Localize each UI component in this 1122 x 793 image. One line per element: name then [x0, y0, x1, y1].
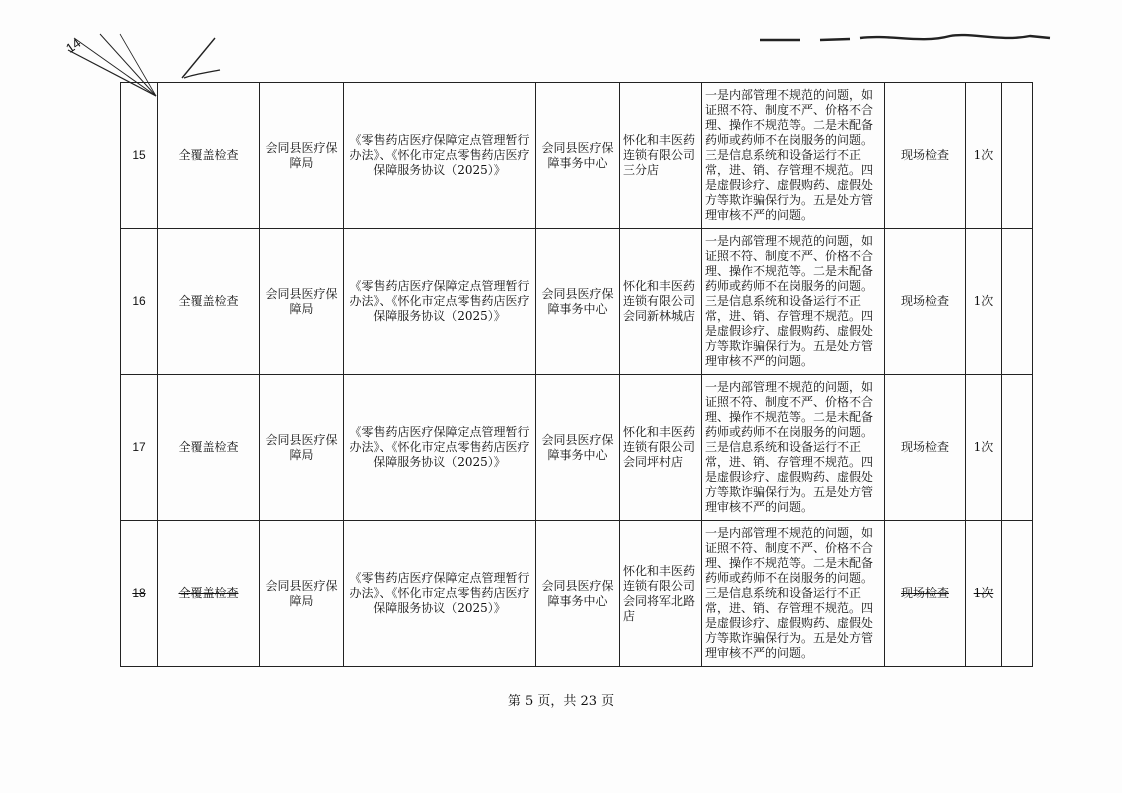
inspection-method: 现场检查 — [885, 229, 966, 375]
legal-basis: 《零售药店医疗保障定点管理暂行办法》、《怀化市定点零售药店医疗保障服务协议（2025）》 — [344, 83, 536, 229]
row-number: 18 — [121, 521, 158, 667]
inspecting-agency: 会同县医疗保障局 — [260, 375, 344, 521]
executing-unit: 会同县医疗保障事务中心 — [536, 375, 620, 521]
remarks-cell — [1002, 521, 1033, 667]
inspection-frequency: 1次 — [966, 229, 1002, 375]
inspection-method: 现场检查 — [885, 83, 966, 229]
legal-basis: 《零售药店医疗保障定点管理暂行办法》、《怀化市定点零售药店医疗保障服务协议（2025）》 — [344, 375, 536, 521]
inspection-target: 怀化和丰医药连锁有限公司会同坪村店 — [620, 375, 702, 521]
row-number: 16 — [121, 229, 158, 375]
table-row — [121, 521, 1033, 667]
inspection-target: 怀化和丰医药连锁有限公司三分店 — [620, 83, 702, 229]
executing-unit: 会同县医疗保障事务中心 — [536, 521, 620, 667]
inspection-target: 怀化和丰医药连锁有限公司会同将军北路店 — [620, 521, 702, 667]
remarks-cell — [1002, 83, 1033, 229]
margin-note: 14 — [63, 35, 84, 56]
table-row — [121, 229, 1033, 375]
legal-basis: 《零售药店医疗保障定点管理暂行办法》、《怀化市定点零售药店医疗保障服务协议（2025）》 — [344, 229, 536, 375]
inspection-frequency: 1次 — [966, 375, 1002, 521]
inspecting-agency: 会同县医疗保障局 — [260, 83, 344, 229]
inspection-target: 怀化和丰医药连锁有限公司会同新林城店 — [620, 229, 702, 375]
inspection-method: 现场检查 — [885, 521, 966, 667]
inspection-items: 一是内部管理不规范的问题，如证照不符、制度不严、价格不合理、操作不规范等。二是未配备药师或药师不在岗服务的问题。三是信息系统和设备运行不正常，进、销、存管理不规范。四是虚假诊疗、虚假购药、虚假处方等欺诈骗保行为。五是处方管理审核不严的问题。 — [702, 83, 885, 229]
inspection-table — [120, 82, 1033, 667]
inspection-items: 一是内部管理不规范的问题，如证照不符、制度不严、价格不合理、操作不规范等。二是未配备药师或药师不在岗服务的问题。三是信息系统和设备运行不正常，进、销、存管理不规范。四是虚假诊疗、虚假购药、虚假处方等欺诈骗保行为。五是处方管理审核不严的问题。 — [702, 375, 885, 521]
inspection-frequency: 1次 — [966, 521, 1002, 667]
executing-unit: 会同县医疗保障事务中心 — [536, 229, 620, 375]
check-type: 全覆盖检查 — [158, 83, 260, 229]
inspection-frequency: 1次 — [966, 83, 1002, 229]
table-row — [121, 83, 1033, 229]
legal-basis: 《零售药店医疗保障定点管理暂行办法》、《怀化市定点零售药店医疗保障服务协议（2025）》 — [344, 521, 536, 667]
row-number: 15 — [121, 83, 158, 229]
row-number: 17 — [121, 375, 158, 521]
check-type: 全覆盖检查 — [158, 229, 260, 375]
inspection-method: 现场检查 — [885, 375, 966, 521]
inspecting-agency: 会同县医疗保障局 — [260, 521, 344, 667]
remarks-cell — [1002, 375, 1033, 521]
check-type: 全覆盖检查 — [158, 375, 260, 521]
remarks-cell — [1002, 229, 1033, 375]
page-footer — [0, 690, 1122, 709]
inspection-items: 一是内部管理不规范的问题，如证照不符、制度不严、价格不合理、操作不规范等。二是未配备药师或药师不在岗服务的问题。三是信息系统和设备运行不正常，进、销、存管理不规范。四是虚假诊疗、虚假购药、虚假处方等欺诈骗保行为。五是处方管理审核不严的问题。 — [702, 229, 885, 375]
check-type: 全覆盖检查 — [158, 521, 260, 667]
table-row — [121, 375, 1033, 521]
inspecting-agency: 会同县医疗保障局 — [260, 229, 344, 375]
executing-unit: 会同县医疗保障事务中心 — [536, 83, 620, 229]
scan-artifact-scribble — [760, 30, 1060, 50]
page-indicator: 第 5 页，共 23 页 — [507, 694, 615, 709]
inspection-items: 一是内部管理不规范的问题，如证照不符、制度不严、价格不合理、操作不规范等。二是未配备药师或药师不在岗服务的问题。三是信息系统和设备运行不正常，进、销、存管理不规范。四是虚假诊疗、虚假购药、虚假处方等欺诈骗保行为。五是处方管理审核不严的问题。 — [702, 521, 885, 667]
